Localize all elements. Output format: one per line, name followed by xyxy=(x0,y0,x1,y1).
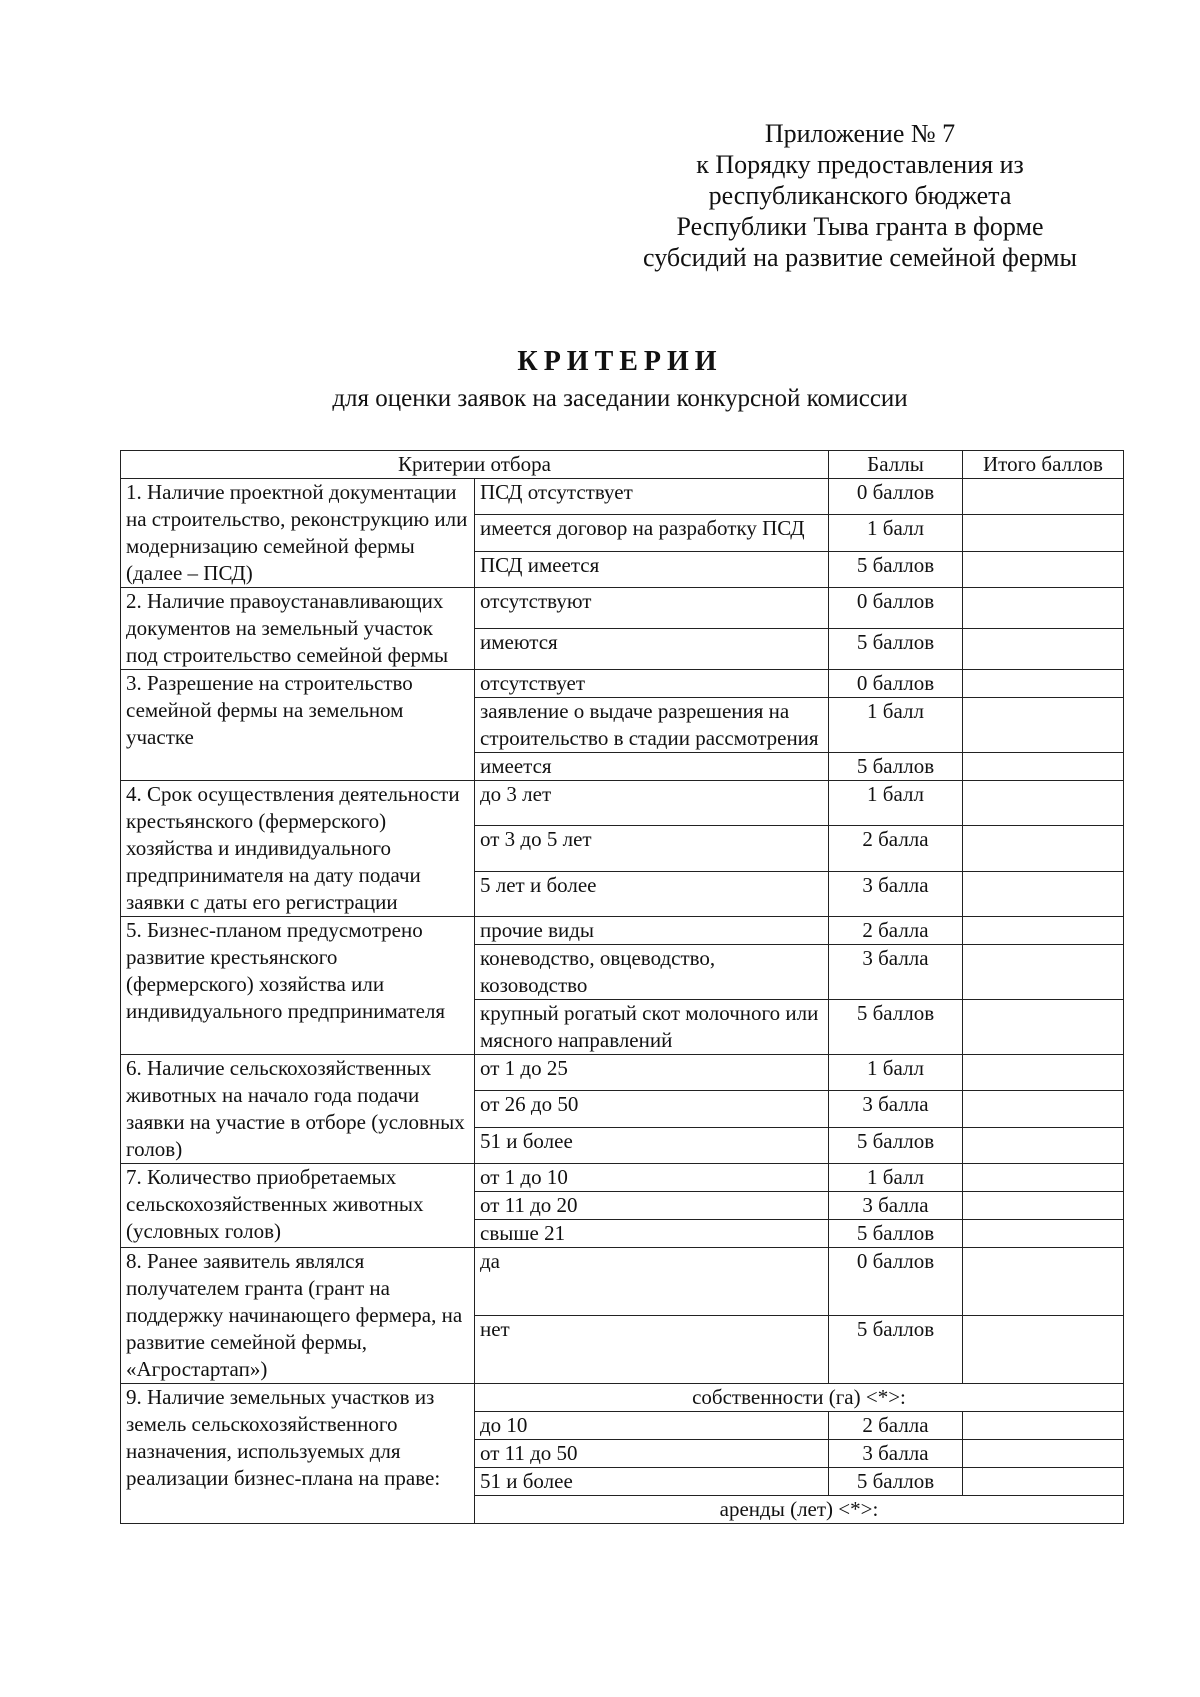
option-cell: от 1 до 10 xyxy=(475,1164,829,1192)
table-row xyxy=(121,1055,1124,1091)
criterion-cell: 7. Количество приобретаемых сельскохозяйственных животных (условных голов) xyxy=(121,1164,475,1248)
total-cell xyxy=(963,1192,1124,1220)
total-cell xyxy=(963,629,1124,670)
total-cell xyxy=(963,1412,1124,1440)
points-cell: 5 баллов xyxy=(829,551,963,587)
option-cell: заявление о выдаче разрешения на строительство в стадии рассмотрения xyxy=(475,698,829,753)
header-points: Баллы xyxy=(829,451,963,479)
document-subtitle: для оценки заявок на заседании конкурсной комиссии xyxy=(332,385,908,412)
criterion-cell: 8. Ранее заявитель являлся получателем гранта (грант на поддержку начинающего фермера, на развитие семейной фермы, «Агростартап») xyxy=(121,1248,475,1384)
criterion-cell: 6. Наличие сельскохозяйственных животных на начало года подачи заявки на участие в отборе (условных голов) xyxy=(121,1055,475,1164)
total-cell xyxy=(963,1091,1124,1127)
points-cell: 1 балл xyxy=(829,515,963,551)
option-cell: отсутствует xyxy=(475,670,829,698)
total-cell xyxy=(963,1248,1124,1316)
points-cell: 1 балл xyxy=(829,781,963,826)
total-cell xyxy=(963,551,1124,587)
annex-line: Республики Тыва гранта в форме xyxy=(676,212,1044,241)
points-cell: 2 балла xyxy=(829,826,963,871)
points-cell: 0 баллов xyxy=(829,670,963,698)
annex-line: республиканского бюджета xyxy=(708,181,1012,210)
total-cell xyxy=(963,1316,1124,1384)
points-cell: 5 баллов xyxy=(829,1127,963,1163)
option-cell: отсутствуют xyxy=(475,588,829,629)
points-cell: 5 баллов xyxy=(829,1316,963,1384)
criteria-table-body xyxy=(121,451,1124,1524)
total-cell xyxy=(963,871,1124,916)
total-cell xyxy=(963,1220,1124,1248)
option-cell: 51 и более xyxy=(475,1468,829,1496)
total-cell xyxy=(963,698,1124,753)
points-cell: 5 баллов xyxy=(829,1468,963,1496)
table-row xyxy=(121,479,1124,515)
total-cell xyxy=(963,1127,1124,1163)
total-cell xyxy=(963,588,1124,629)
option-cell: крупный рогатый скот молочного или мясного направлений xyxy=(475,1000,829,1055)
points-cell: 3 балла xyxy=(829,945,963,1000)
table-row xyxy=(121,1384,1124,1412)
criteria-table xyxy=(120,450,1124,1524)
criterion-cell: 9. Наличие земельных участков из земель сельскохозяйственного назначения, используемых для реализации бизнес-плана на праве: xyxy=(121,1384,475,1524)
total-cell xyxy=(963,515,1124,551)
table-row xyxy=(121,917,1124,945)
total-cell xyxy=(963,917,1124,945)
points-cell: 0 баллов xyxy=(829,1248,963,1316)
total-cell xyxy=(963,1468,1124,1496)
points-cell: 5 баллов xyxy=(829,1220,963,1248)
option-cell: ПСД имеется xyxy=(475,551,829,587)
option-cell: от 11 до 50 xyxy=(475,1440,829,1468)
option-cell: от 1 до 25 xyxy=(475,1055,829,1091)
option-cell: нет xyxy=(475,1316,829,1384)
points-cell: 3 балла xyxy=(829,1192,963,1220)
option-cell: коневодство, овцеводство, козоводство xyxy=(475,945,829,1000)
total-cell xyxy=(963,945,1124,1000)
option-cell: от 11 до 20 xyxy=(475,1192,829,1220)
points-cell: 0 баллов xyxy=(829,479,963,515)
option-cell: 51 и более xyxy=(475,1127,829,1163)
criterion-cell: 3. Разрешение на строительство семейной фермы на земельном участке xyxy=(121,670,475,781)
points-cell: 5 баллов xyxy=(829,753,963,781)
total-cell xyxy=(963,479,1124,515)
criterion-cell: 2. Наличие правоустанавливающих документов на земельный участок под строительство семейной фермы xyxy=(121,588,475,670)
header-total: Итого баллов xyxy=(963,451,1124,479)
header-criteria: Критерии отбора xyxy=(121,451,829,479)
criterion-cell: 5. Бизнес-планом предусмотрено развитие крестьянского (фермерского) хозяйства или индивидуального предпринимателя xyxy=(121,917,475,1055)
annex-line: субсидий на развитие семейной фермы xyxy=(643,243,1077,272)
option-cell: имеются xyxy=(475,629,829,670)
option-cell: от 26 до 50 xyxy=(475,1091,829,1127)
table-header-row xyxy=(121,451,1124,479)
points-cell: 2 балла xyxy=(829,917,963,945)
total-cell xyxy=(963,1000,1124,1055)
points-cell: 3 балла xyxy=(829,871,963,916)
total-cell xyxy=(963,753,1124,781)
points-cell: 1 балл xyxy=(829,1055,963,1091)
option-cell: прочие виды xyxy=(475,917,829,945)
points-cell: 3 балла xyxy=(829,1440,963,1468)
option-cell: ПСД отсутствует xyxy=(475,479,829,515)
points-cell: 1 балл xyxy=(829,698,963,753)
criterion-cell: 4. Срок осуществления деятельности крестьянского (фермерского) хозяйства и индивидуального предпринимателя на дату подачи заявки с даты его регистрации xyxy=(121,781,475,917)
criterion-cell: 1. Наличие проектной документации на строительство, реконструкцию или модернизацию семейной фермы (далее – ПСД) xyxy=(121,479,475,588)
option-cell: свыше 21 xyxy=(475,1220,829,1248)
option-cell: имеется договор на разработку ПСД xyxy=(475,515,829,551)
lease-label-cell: аренды (лет) <*>: xyxy=(475,1496,1124,1524)
points-cell: 0 баллов xyxy=(829,588,963,629)
total-cell xyxy=(963,781,1124,826)
option-cell: да xyxy=(475,1248,829,1316)
table-row xyxy=(121,670,1124,698)
option-cell: 5 лет и более xyxy=(475,871,829,916)
table-row xyxy=(121,1248,1124,1316)
table-row xyxy=(121,1164,1124,1192)
total-cell xyxy=(963,1440,1124,1468)
total-cell xyxy=(963,670,1124,698)
points-cell: 3 балла xyxy=(829,1091,963,1127)
ownership-label-cell: собственности (га) <*>: xyxy=(475,1384,1124,1412)
annex-header xyxy=(600,118,1120,273)
points-cell: 2 балла xyxy=(829,1412,963,1440)
document-title: КРИТЕРИИ xyxy=(517,346,723,377)
points-cell: 5 баллов xyxy=(829,1000,963,1055)
total-cell xyxy=(963,1055,1124,1091)
table-row xyxy=(121,588,1124,629)
points-cell: 1 балл xyxy=(829,1164,963,1192)
annex-line: к Порядку предоставления из xyxy=(696,150,1024,179)
total-cell xyxy=(963,1164,1124,1192)
points-cell: 5 баллов xyxy=(829,629,963,670)
table-row xyxy=(121,781,1124,826)
option-cell: до 10 xyxy=(475,1412,829,1440)
option-cell: до 3 лет xyxy=(475,781,829,826)
annex-line: Приложение № 7 xyxy=(764,119,956,148)
total-cell xyxy=(963,826,1124,871)
option-cell: имеется xyxy=(475,753,829,781)
option-cell: от 3 до 5 лет xyxy=(475,826,829,871)
